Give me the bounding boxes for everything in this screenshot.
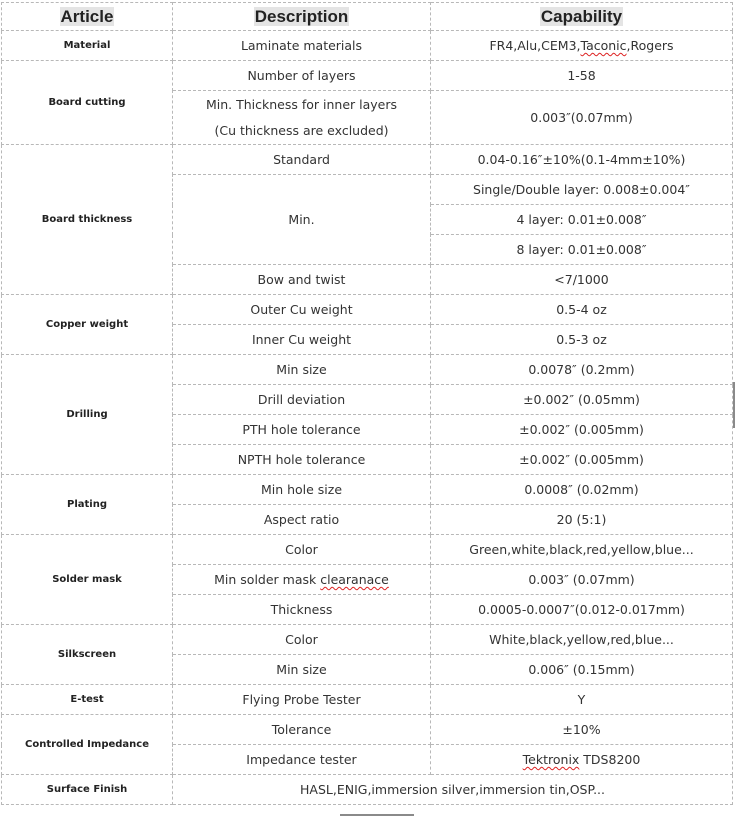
capability-cell: 0.0078″ (0.2mm): [431, 355, 733, 385]
description-cell: Number of layers: [173, 61, 431, 91]
surface-finish-value: HASL,ENIG,immersion silver,immersion tin,OSP...: [173, 775, 733, 805]
capability-cell: 0.0005-0.0007″(0.012-0.017mm): [431, 595, 733, 625]
header-row: [2, 3, 733, 31]
table-row: [2, 535, 733, 565]
table-row: [2, 715, 733, 745]
article-solder-mask: Solder mask: [2, 535, 173, 625]
capability-cell: 8 layer: 0.01±0.008″: [431, 235, 733, 265]
description-cell: Min.: [173, 175, 431, 265]
article-material: Material: [2, 31, 173, 61]
article-board-thickness: Board thickness: [2, 145, 173, 295]
table-row: [2, 775, 733, 805]
table-row: [2, 625, 733, 655]
capability-cell: 0.5-4 oz: [431, 295, 733, 325]
description-line: Min. Thickness for inner layers: [205, 96, 398, 112]
table-row: [2, 355, 733, 385]
table-row: [2, 145, 733, 175]
description-cell: Standard: [173, 145, 431, 175]
table-row: [2, 475, 733, 505]
capability-cell: ±0.002″ (0.05mm): [431, 385, 733, 415]
article-controlled-impedance: Controlled Impedance: [2, 715, 173, 775]
capability-cell: Tektronix TDS8200: [431, 745, 733, 775]
table-row: [2, 31, 733, 61]
capability-cell: FR4,Alu,CEM3,Taconic,Rogers: [431, 31, 733, 61]
capability-cell: 1-58: [431, 61, 733, 91]
article-copper-weight: Copper weight: [2, 295, 173, 355]
pcb-capability-table: [1, 2, 733, 805]
table-row: [2, 685, 733, 715]
capability-cell: 0.003″ (0.07mm): [431, 565, 733, 595]
article-silkscreen: Silkscreen: [2, 625, 173, 685]
capability-cell: 20 (5:1): [431, 505, 733, 535]
description-cell: [173, 91, 431, 145]
article-e-test: E-test: [2, 685, 173, 715]
description-cell: Flying Probe Tester: [173, 685, 431, 715]
capability-cell: 0.04-0.16″±10%(0.1-4mm±10%): [431, 145, 733, 175]
description-cell: NPTH hole tolerance: [173, 445, 431, 475]
description-cell: Thickness: [173, 595, 431, 625]
description-header: Description: [173, 3, 431, 31]
description-cell: Tolerance: [173, 715, 431, 745]
description-cell: Outer Cu weight: [173, 295, 431, 325]
capability-cell: ±0.002″ (0.005mm): [431, 445, 733, 475]
description-cell: Impedance tester: [173, 745, 431, 775]
capability-cell: 0.0008″ (0.02mm): [431, 475, 733, 505]
description-cell: Laminate materials: [173, 31, 431, 61]
article-surface-finish: Surface Finish: [2, 775, 173, 805]
article-board-cutting: Board cutting: [2, 61, 173, 145]
description-cell: Bow and twist: [173, 265, 431, 295]
description-cell: Aspect ratio: [173, 505, 431, 535]
capability-cell: 0.003″(0.07mm): [431, 91, 733, 145]
description-cell: Min size: [173, 655, 431, 685]
capability-header: Capability: [431, 3, 733, 31]
description-cell: Min size: [173, 355, 431, 385]
capability-cell: Single/Double layer: 0.008±0.004″: [431, 175, 733, 205]
table-row: [2, 61, 733, 91]
capability-cell: ±0.002″ (0.005mm): [431, 415, 733, 445]
table-row: [2, 295, 733, 325]
description-cell: Min hole size: [173, 475, 431, 505]
capability-cell: Green,white,black,red,yellow,blue...: [431, 535, 733, 565]
capability-cell: ±10%: [431, 715, 733, 745]
capability-cell: White,black,yellow,red,blue...: [431, 625, 733, 655]
article-plating: Plating: [2, 475, 173, 535]
description-cell: PTH hole tolerance: [173, 415, 431, 445]
description-cell: Min solder mask clearanace: [173, 565, 431, 595]
description-cell: Color: [173, 535, 431, 565]
capability-cell: 0.006″ (0.15mm): [431, 655, 733, 685]
capability-cell: 4 layer: 0.01±0.008″: [431, 205, 733, 235]
capability-cell: 0.5-3 oz: [431, 325, 733, 355]
capability-cell: <7/1000: [431, 265, 733, 295]
description-cell: Inner Cu weight: [173, 325, 431, 355]
article-header: Article: [2, 3, 173, 31]
description-line: (Cu thickness are excluded): [214, 122, 389, 138]
description-cell: Color: [173, 625, 431, 655]
capability-cell: Y: [431, 685, 733, 715]
article-drilling: Drilling: [2, 355, 173, 475]
description-cell: Drill deviation: [173, 385, 431, 415]
